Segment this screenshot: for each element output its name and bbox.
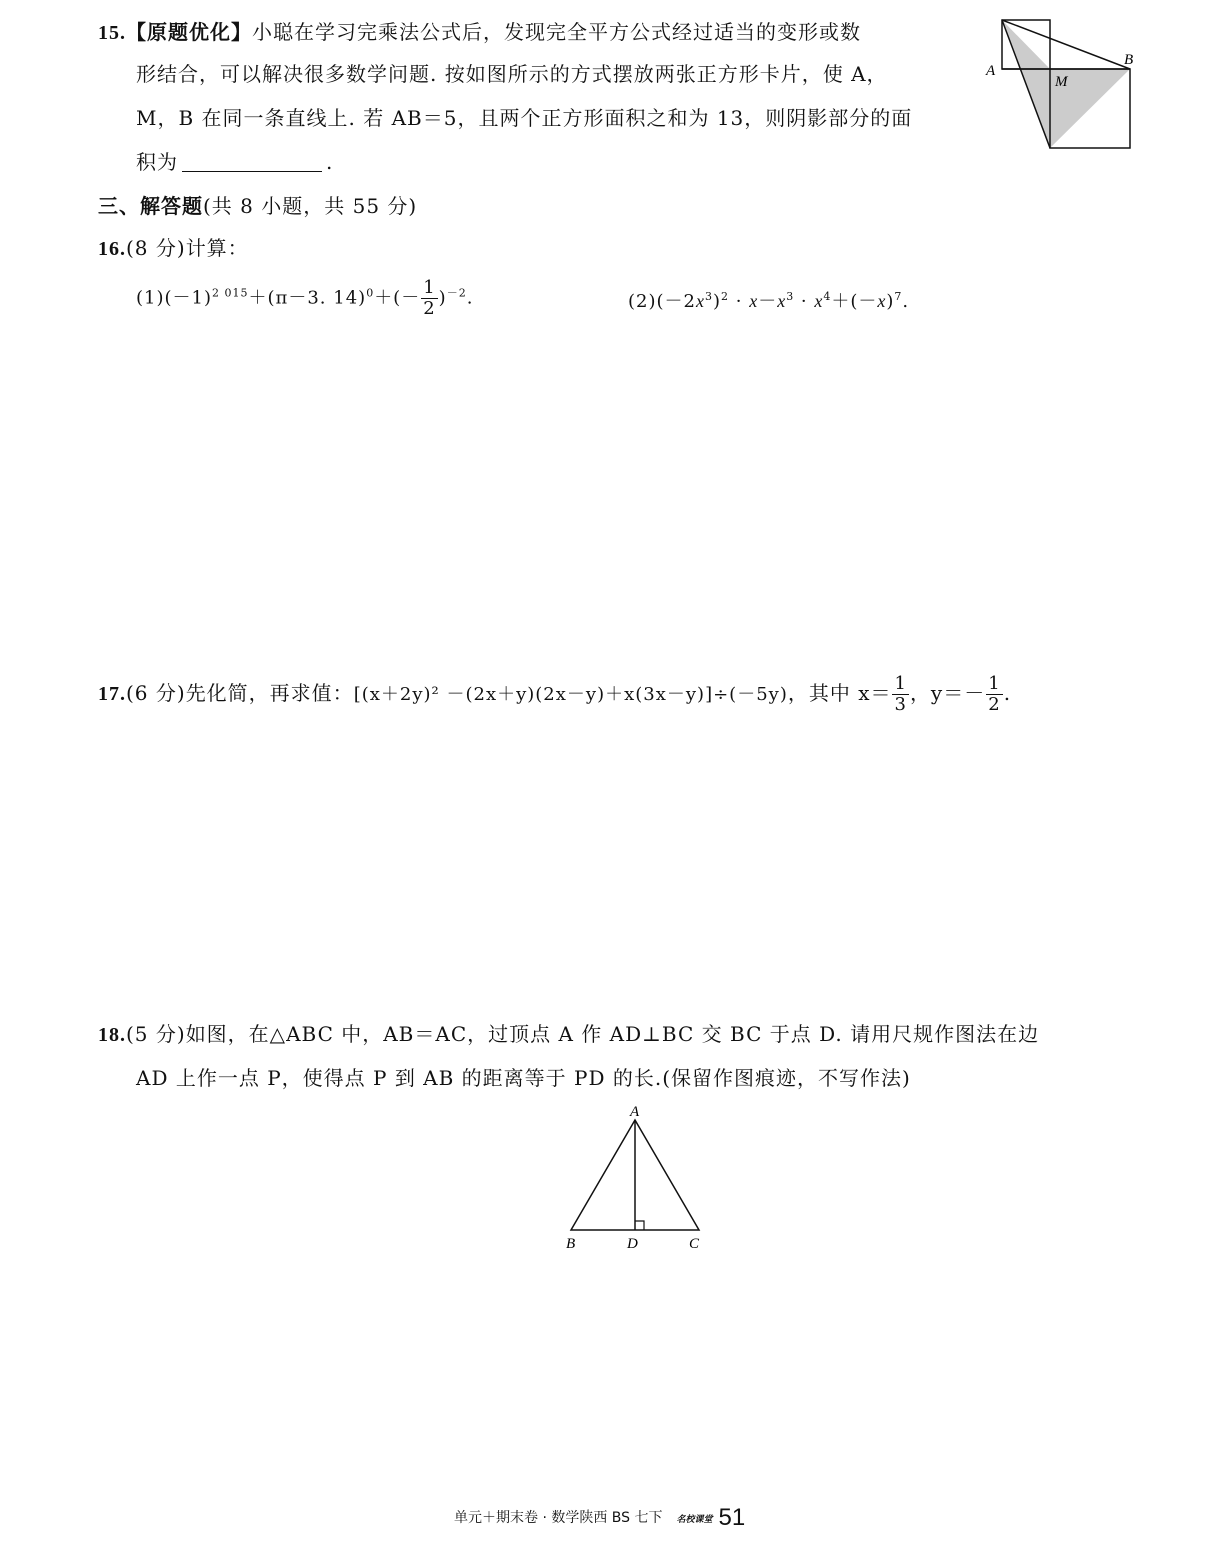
q17-number: 17.: [98, 682, 126, 705]
q15-text-4: 积为: [136, 150, 178, 174]
q17-expression: [(x＋2y)² －(2x＋y)(2x－y)＋x(3x－y)]÷(－5y): [353, 683, 788, 705]
footer-brand: 名校课堂: [676, 1514, 713, 1525]
q15-label-b: B: [1124, 52, 1134, 68]
q16-p1-term4: ): [438, 287, 447, 309]
q16-p2-term6: ＋(－: [831, 291, 878, 312]
q15-line4: [136, 152, 333, 172]
q16-p1-term3: ＋(－: [374, 287, 421, 309]
q15-line2: 形结合，可以解决很多数学问题. 按如图所示的方式摆放两张正方形卡片，使 A，: [136, 62, 888, 86]
section3-title: 三、解答题: [98, 194, 203, 218]
q17-x-num: 1: [894, 673, 907, 694]
q16-p2-term1: (－2: [656, 291, 696, 312]
q16-p1-exp1: 2 015: [212, 286, 249, 300]
q17-where-x: ，其中 x＝: [787, 680, 892, 705]
q16-header: [98, 238, 249, 259]
q15-tag: 【原题优化】: [126, 20, 252, 44]
q16-p1-term1: (－1): [164, 287, 212, 309]
q16-p1-exp4: －2: [446, 286, 467, 300]
q17-end: .: [1003, 680, 1012, 705]
q16-p2-minus: －: [758, 291, 778, 312]
q18-label-b: B: [566, 1236, 576, 1252]
q17-y-fraction: [986, 674, 1002, 715]
q17-x-den: 3: [894, 693, 907, 715]
q15-label-m: M: [1055, 74, 1068, 90]
q16-part2: [628, 292, 909, 311]
q16-points: (8 分): [126, 236, 186, 260]
q16-part1: [136, 278, 473, 319]
q18-right-angle-mark: [635, 1221, 644, 1230]
q16-p2-var5: x: [877, 291, 887, 311]
q15-line3: M，B 在同一条直线上. 若 AB＝5，且两个正方形面积之和为 13，则阴影部分的面: [136, 106, 913, 130]
footer-text: 单元＋期末卷 · 数学陕西 BS 七下: [454, 1510, 663, 1526]
q16-p2-end: .: [902, 291, 910, 312]
q15-answer-blank[interactable]: [182, 153, 322, 172]
q17-text: 先化简，再求值：: [185, 680, 354, 705]
q16-p1-end: .: [466, 287, 474, 309]
q15-figure: [980, 12, 1140, 152]
q18-label-d: D: [627, 1236, 638, 1252]
q16-p2-dot1: ·: [729, 291, 750, 312]
q16-p2-exp1: 3: [704, 290, 713, 303]
q15-number: 15.: [98, 22, 126, 44]
q16-p1-frac-den: 2: [423, 297, 436, 319]
q16-p2-exp2: 2: [721, 290, 730, 303]
q17-where-y: ，y＝－: [909, 680, 986, 705]
q16-p1-index: (1): [136, 287, 165, 309]
q16-p2-term7: ): [886, 291, 895, 312]
section3-note: (共 8 小题，共 55 分): [203, 194, 418, 218]
q16-p1-term2: ＋(π－3. 14): [248, 287, 367, 309]
q15-label-a: A: [986, 63, 996, 79]
q16-p2-term2: ): [712, 291, 722, 312]
q16-p2-index: (2): [628, 291, 657, 312]
q16-p1-frac-num: 1: [423, 277, 436, 298]
q17-line: [98, 674, 1011, 715]
q16-p1-exp2: 0: [366, 286, 375, 300]
q15-text-1: 小聪在学习完乘法公式后，发现完全平方公式经过适当的变形或数: [252, 20, 861, 44]
q18-line2: AD 上作一点 P，使得点 P 到 AB 的距离等于 PD 的长.(保留作图痕迹，不写作法): [136, 1066, 911, 1090]
q15-line1: [98, 22, 861, 43]
q16-p2-var3: x: [777, 291, 787, 311]
q16-p2-exp4: 4: [823, 290, 832, 303]
q16-p2-var1: x: [695, 291, 705, 311]
q18-line1: [98, 1024, 1039, 1045]
section3-header: [98, 196, 417, 216]
q16-p2-exp3: 3: [786, 290, 795, 303]
q16-number: 16.: [98, 238, 126, 260]
q16-p2-dot2: ·: [794, 291, 815, 312]
q16-p2-var4: x: [814, 291, 824, 311]
q17-y-num: 1: [988, 673, 1001, 694]
q18-number: 18.: [98, 1024, 126, 1046]
q15-period: .: [326, 150, 334, 174]
q18-text-1: 如图，在△ABC 中，AB＝AC，过顶点 A 作 AD⊥BC 交 BC 于点 D. 请用尺规作图法在边: [185, 1022, 1040, 1046]
q16-text: 计算：: [185, 236, 249, 260]
q16-p2-exp5: 7: [894, 290, 903, 303]
q18-label-c: C: [689, 1236, 700, 1252]
q18-triangle-figure: [555, 1100, 725, 1256]
q17-points: (6 分): [126, 680, 186, 705]
q18-points: (5 分): [126, 1022, 186, 1046]
page-number: 51: [718, 1504, 746, 1531]
q16-p2-var2: x: [749, 291, 759, 311]
q17-x-fraction: [892, 674, 908, 715]
q17-y-den: 2: [988, 693, 1001, 715]
page-footer: [454, 1504, 745, 1532]
q16-p1-fraction: [421, 278, 437, 319]
q18-label-a: A: [630, 1104, 640, 1120]
